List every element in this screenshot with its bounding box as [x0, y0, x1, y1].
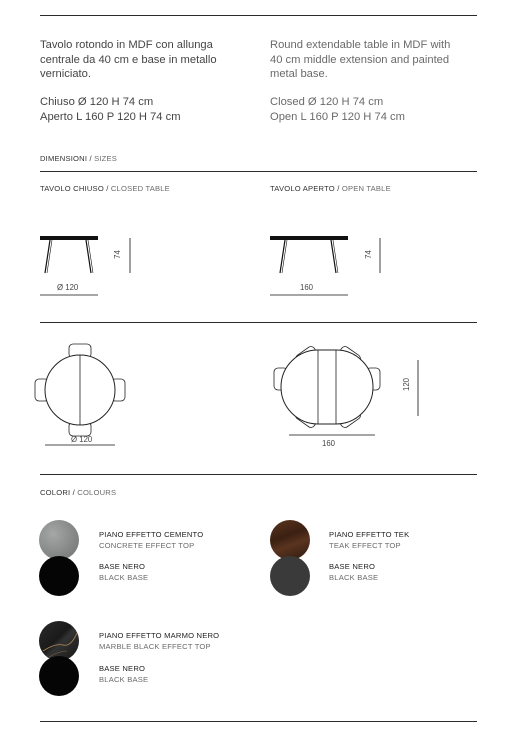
colours-top-rule [40, 474, 477, 475]
black-base-it: BASE NERO [99, 664, 146, 673]
drawings-rule [40, 322, 477, 323]
open-top-width-label: 160 [322, 439, 336, 448]
description-line: metal base. [270, 68, 328, 80]
marble-vein-icon [39, 621, 79, 661]
open-table-en: OPEN TABLE [341, 184, 391, 193]
open-size-text: Open L 160 P 120 H 74 cm [270, 111, 405, 123]
black-base-en: BLACK BASE [99, 674, 149, 684]
closed-side-width-label: Ø 120 [57, 283, 79, 292]
open-table-side-drawing [268, 232, 388, 302]
open-top-depth-label: 120 [402, 377, 412, 392]
teak-top-it: PIANO EFFETTO TEK [329, 530, 410, 539]
closed-table-side-drawing [38, 232, 138, 302]
colours-heading: COLORI / COLOURS [40, 488, 117, 497]
marble-black-top-swatch [39, 621, 79, 661]
black-base-en: BLACK BASE [329, 572, 379, 582]
sizes-heading: DIMENSIONI / SIZES [40, 154, 118, 163]
teak-top-en: TEAK EFFECT TOP [329, 540, 401, 550]
concrete-top-swatch [39, 520, 79, 560]
sizes-rule [40, 171, 477, 172]
dark-base-swatch [270, 556, 310, 596]
open-table-top-drawing [270, 340, 430, 450]
closed-size-text: Chiuso Ø 120 H 74 cm [40, 96, 154, 108]
closed-side-height-label: 74 [112, 250, 122, 259]
black-base-swatch [39, 656, 79, 696]
open-side-height-label: 74 [363, 250, 373, 259]
closed-size-text: Closed Ø 120 H 74 cm [270, 96, 384, 108]
closed-top-width-label: Ø 120 [71, 435, 93, 444]
colours-heading-it: COLORI [40, 488, 71, 497]
black-base-en: BLACK BASE [99, 572, 149, 582]
sizes-heading-it: DIMENSIONI [40, 154, 88, 163]
description-line: verniciato. [40, 68, 91, 80]
black-base-swatch [39, 556, 79, 596]
description-line: 40 cm middle extension and painted [270, 53, 450, 66]
concrete-top-en: CONCRETE EFFECT TOP [99, 540, 195, 550]
marble-black-top-label [99, 631, 219, 652]
marble-black-top-en: MARBLE BLACK EFFECT TOP [99, 641, 211, 651]
black-base-it: BASE NERO [99, 562, 146, 571]
sizes-heading-en: SIZES [94, 154, 118, 163]
closed-table-en: CLOSED TABLE [110, 184, 170, 193]
closed-table-top-drawing [30, 340, 150, 450]
bottom-rule [40, 721, 477, 722]
black-base-label [99, 562, 148, 583]
concrete-top-it: PIANO EFFETTO CEMENTO [99, 530, 204, 539]
description-line: Round extendable table in MDF with [270, 39, 451, 51]
open-side-width-label: 160 [300, 283, 314, 292]
top-rule [40, 15, 477, 16]
open-table-it: TAVOLO APERTO [270, 184, 335, 193]
black-base-label [329, 562, 378, 583]
teak-top-swatch [270, 520, 310, 560]
closed-table-it: TAVOLO CHIUSO [40, 184, 104, 193]
teak-top-label [329, 530, 409, 551]
closed-table-heading: TAVOLO CHIUSO / CLOSED TABLE [40, 184, 170, 193]
description-line: centrale da 40 cm e base in metallo [40, 53, 217, 66]
black-base-it: BASE NERO [329, 562, 376, 571]
description-line: Tavolo rotondo in MDF con allunga [40, 39, 213, 51]
marble-black-top-it: PIANO EFFETTO MARMO NERO [99, 631, 220, 640]
open-table-heading: TAVOLO APERTO / OPEN TABLE [270, 184, 391, 193]
open-size-text: Aperto L 160 P 120 H 74 cm [40, 111, 181, 123]
colours-heading-en: COLOURS [77, 488, 117, 497]
concrete-top-label [99, 530, 203, 551]
black-base-label [99, 664, 148, 685]
